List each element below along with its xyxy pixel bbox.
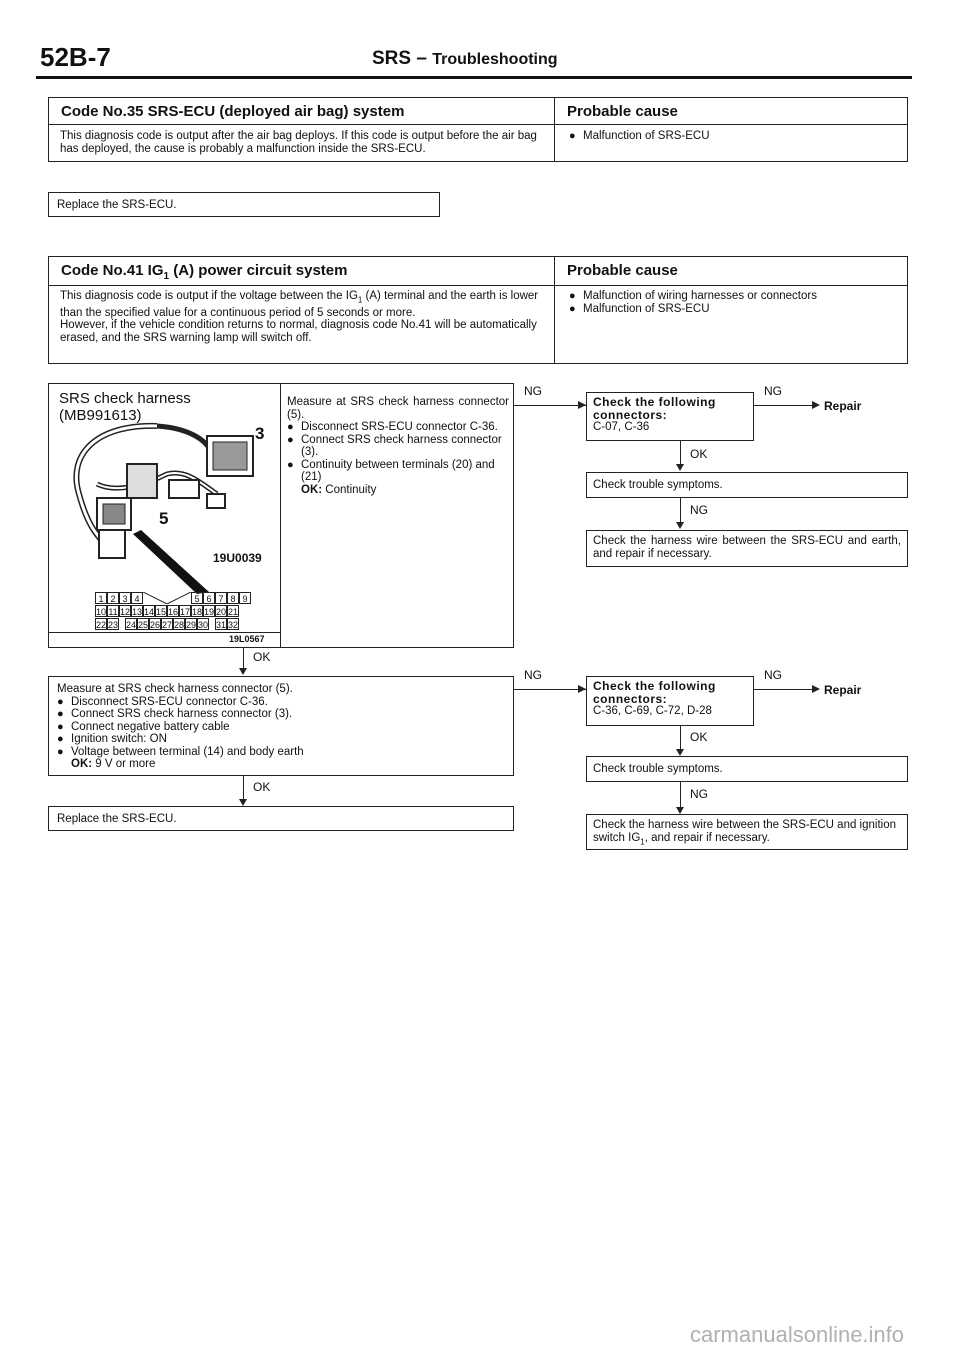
bullet-icon: ● — [287, 458, 294, 471]
branch1-connectors: C-07, C-36 — [593, 421, 650, 433]
branch2-trouble-box — [586, 756, 908, 782]
branch2-connectors: C-36, C-69, C-72, D-28 — [593, 705, 712, 717]
ok-label: OK — [690, 730, 708, 744]
arrow-down-icon — [676, 522, 684, 529]
code35-cause-header: Probable cause — [567, 103, 678, 120]
pin-cell: 16 — [168, 607, 179, 617]
ok-label: OK: — [71, 758, 93, 770]
step2-item-text: Connect SRS check harness connector (3). — [71, 708, 293, 720]
pin-cell: 17 — [180, 607, 191, 617]
pin-cell: 22 — [96, 620, 107, 630]
pin-cell: 10 — [96, 607, 107, 617]
final-action-box — [48, 806, 514, 831]
ng-label: NG — [764, 384, 782, 398]
harness-label-part: (MB991613) — [59, 407, 142, 424]
arrow-down-icon — [676, 807, 684, 814]
callout-5: 5 — [159, 509, 169, 528]
pin-cell: 2 — [107, 592, 119, 604]
step1-ok — [287, 484, 509, 497]
ok-label: OK — [253, 650, 271, 664]
code35-cause-item — [569, 130, 710, 143]
bullet-icon: ● — [57, 745, 64, 758]
code35-description: This diagnosis code is output after the air bag deploys. If this code is output before the air bag has deployed, the cause is probably a malfunction inside the SRS-ECU. — [60, 130, 537, 155]
callout-3: 3 — [255, 424, 265, 443]
step1-item-text: Continuity between terminals (20) and (21) — [301, 458, 495, 483]
step1-item-text: Disconnect SRS-ECU connector C-36. — [301, 421, 498, 433]
watermark[interactable]: carmanualsonline.info — [690, 1322, 905, 1347]
ng-label: NG — [690, 787, 708, 801]
step2-item — [57, 708, 505, 721]
step2-intro: Measure at SRS check harness connector (5). — [57, 683, 293, 695]
code35-title: Code No.35 SRS-ECU (deployed air bag) system — [61, 103, 405, 120]
pin-cell: 15 — [156, 607, 167, 617]
step2-item — [57, 721, 505, 734]
step2-item-text: Voltage between terminal (14) and body earth — [71, 745, 304, 758]
harness-label-name: SRS check harness — [59, 390, 191, 407]
ok-value: Continuity — [322, 483, 377, 496]
arrow-right-icon — [578, 401, 586, 409]
pin-cell: 5 — [191, 592, 203, 604]
ng-label: NG — [690, 503, 708, 517]
branch1-repair: Repair — [824, 399, 862, 413]
step1-text — [287, 396, 509, 496]
arrow-down-icon — [676, 749, 684, 756]
code35-action: Replace the SRS-ECU. — [57, 199, 177, 211]
code41-table — [48, 256, 908, 364]
code41-divider-v — [554, 257, 555, 363]
pin-cell: 7 — [215, 592, 227, 604]
branch1-check-box — [586, 392, 754, 441]
figure-code-top: 19U0039 — [213, 551, 262, 565]
bullet-icon: ● — [569, 302, 576, 315]
branch2-harness-sub: 1 — [640, 836, 645, 846]
figure-code-bottom: 19L0567 — [229, 634, 265, 644]
ok-label: OK: — [301, 483, 323, 496]
pin-cell: 14 — [144, 607, 155, 617]
connector-key-notch — [143, 592, 191, 604]
section-subtitle: Troubleshooting — [432, 51, 558, 68]
code41-desc-1: This diagnosis code is output if the voltage between the IG — [60, 290, 358, 302]
code41-title-suffix: (A) power circuit system — [169, 262, 348, 279]
arrow-down-icon — [239, 668, 247, 675]
step2-item-text: Connect negative battery cable — [71, 720, 230, 733]
code41-desc-2: (A) terminal and the earth is lower than the specified value for a continuous period of 5 seconds or more. — [60, 290, 539, 319]
pin-cell: 6 — [203, 592, 215, 604]
pin-cell: 12 — [120, 607, 131, 617]
branch1-harness-box — [586, 530, 908, 567]
code41-cause-item — [569, 303, 817, 316]
cause-text: Malfunction of SRS-ECU — [583, 302, 710, 315]
pin-grid — [95, 592, 255, 630]
page-number: 52B-7 — [40, 42, 111, 72]
code41-title — [61, 262, 347, 282]
pin-cell: 27 — [162, 620, 173, 630]
final-action: Replace the SRS-ECU. — [57, 813, 177, 825]
pin-cell: 32 — [228, 620, 239, 630]
figure-divider — [280, 384, 281, 647]
ok-value: 9 V or more — [92, 758, 156, 770]
pin-cell: 11 — [108, 607, 118, 617]
pin-cell: 30 — [198, 620, 209, 630]
arrow-right-icon — [812, 685, 820, 693]
branch2-check-title: Check the following connectors: — [593, 679, 716, 706]
bullet-icon: ● — [569, 130, 576, 142]
pin-cell: 20 — [216, 607, 227, 617]
code41-title-sub: 1 — [163, 271, 170, 282]
pin-cell: 13 — [132, 607, 143, 617]
figure-bottom-rule — [49, 632, 280, 633]
pin-cell: 29 — [186, 620, 197, 630]
section-dash: – — [416, 48, 427, 69]
branch2-check-box — [586, 676, 754, 726]
bullet-icon: ● — [287, 421, 294, 433]
ok-label: OK — [253, 780, 271, 794]
pin-cell: 19 — [204, 607, 215, 617]
section-title — [372, 48, 558, 70]
pin-cell: 9 — [239, 592, 251, 604]
bullet-icon: ● — [57, 695, 64, 708]
ng-line-repair-1 — [754, 405, 816, 406]
bullet-icon: ● — [57, 733, 64, 745]
pin-cell: 28 — [174, 620, 185, 630]
step2-item — [57, 696, 505, 709]
branch2-harness-1: Check the harness wire between the SRS-ECU and ignition switch IG — [593, 819, 896, 844]
code41-desc-3: However, if the vehicle condition returns to normal, diagnosis code No.41 will be automatically erased, and the SRS warning lamp will switch off. — [60, 319, 537, 344]
code41-description — [60, 290, 548, 344]
arrow-right-icon — [812, 401, 820, 409]
arrow-down-icon — [676, 464, 684, 471]
code41-divider-h — [49, 285, 907, 286]
harness-illustration — [57, 414, 277, 594]
pin-cell: 31 — [216, 620, 227, 630]
ng-line-1 — [514, 405, 586, 406]
code41-title-prefix: Code No.41 IG — [61, 262, 164, 279]
header-rule — [36, 76, 912, 79]
section-name: SRS — [372, 48, 412, 69]
code41-cause-item — [569, 290, 817, 303]
branch2-harness-box — [586, 814, 908, 850]
step1-item — [287, 421, 509, 434]
code41-causes — [569, 290, 817, 315]
branch1-harness: Check the harness wire between the SRS-ECU and earth, and repair if necessary. — [593, 535, 901, 560]
branch1-check-title: Check the following connectors: — [593, 395, 716, 422]
ok-label: OK — [690, 447, 708, 461]
pin-cell: 23 — [108, 620, 119, 630]
step2-item-text: Ignition switch: ON — [71, 733, 167, 745]
pin-cell: 18 — [192, 607, 203, 617]
branch2-trouble: Check trouble symptoms. — [593, 763, 723, 775]
pin-cell: 1 — [95, 592, 107, 604]
step1-item — [287, 434, 509, 459]
ng-label: NG — [524, 668, 542, 682]
step1-intro: Measure at SRS check harness connector (5). — [287, 396, 509, 421]
pin-cell: 25 — [138, 620, 149, 630]
step2-item — [57, 733, 505, 746]
ng-line-2 — [514, 689, 586, 690]
arrow-down-icon — [239, 799, 247, 806]
step2-ok — [57, 758, 505, 771]
branch2-harness-2: , and repair if necessary. — [644, 831, 770, 844]
step1-item — [287, 459, 509, 484]
pin-cell: 21 — [228, 607, 239, 617]
pin-cell: 3 — [119, 592, 131, 604]
step1-item-text: Connect SRS check harness connector (3). — [301, 433, 502, 458]
ng-line-repair-2 — [754, 689, 816, 690]
branch1-trouble-box — [586, 472, 908, 498]
pin-cell: 8 — [227, 592, 239, 604]
step2-item — [57, 746, 505, 759]
code41-desc-sub: 1 — [357, 295, 363, 305]
arrow-right-icon — [578, 685, 586, 693]
branch2-repair: Repair — [824, 683, 862, 697]
bullet-icon: ● — [57, 708, 64, 720]
step2-box — [48, 676, 514, 776]
step2-item-text: Disconnect SRS-ECU connector C-36. — [71, 695, 268, 708]
ng-label: NG — [524, 384, 542, 398]
code41-cause-header: Probable cause — [567, 262, 678, 279]
pin-cell: 4 — [131, 592, 143, 604]
code35-divider-h — [49, 124, 907, 125]
pin-cell: 24 — [126, 620, 137, 630]
code35-table — [48, 97, 908, 162]
step1-box — [48, 383, 514, 648]
bullet-icon: ● — [287, 433, 294, 446]
ng-label: NG — [764, 668, 782, 682]
bullet-icon: ● — [569, 290, 576, 302]
bullet-icon: ● — [57, 720, 64, 733]
pin-cell: 26 — [150, 620, 161, 630]
cause-text: Malfunction of SRS-ECU — [583, 130, 710, 142]
cause-text: Malfunction of wiring harnesses or connectors — [583, 290, 817, 302]
code35-action-box — [48, 192, 440, 217]
code35-divider-v — [554, 98, 555, 161]
branch1-trouble: Check trouble symptoms. — [593, 479, 723, 491]
